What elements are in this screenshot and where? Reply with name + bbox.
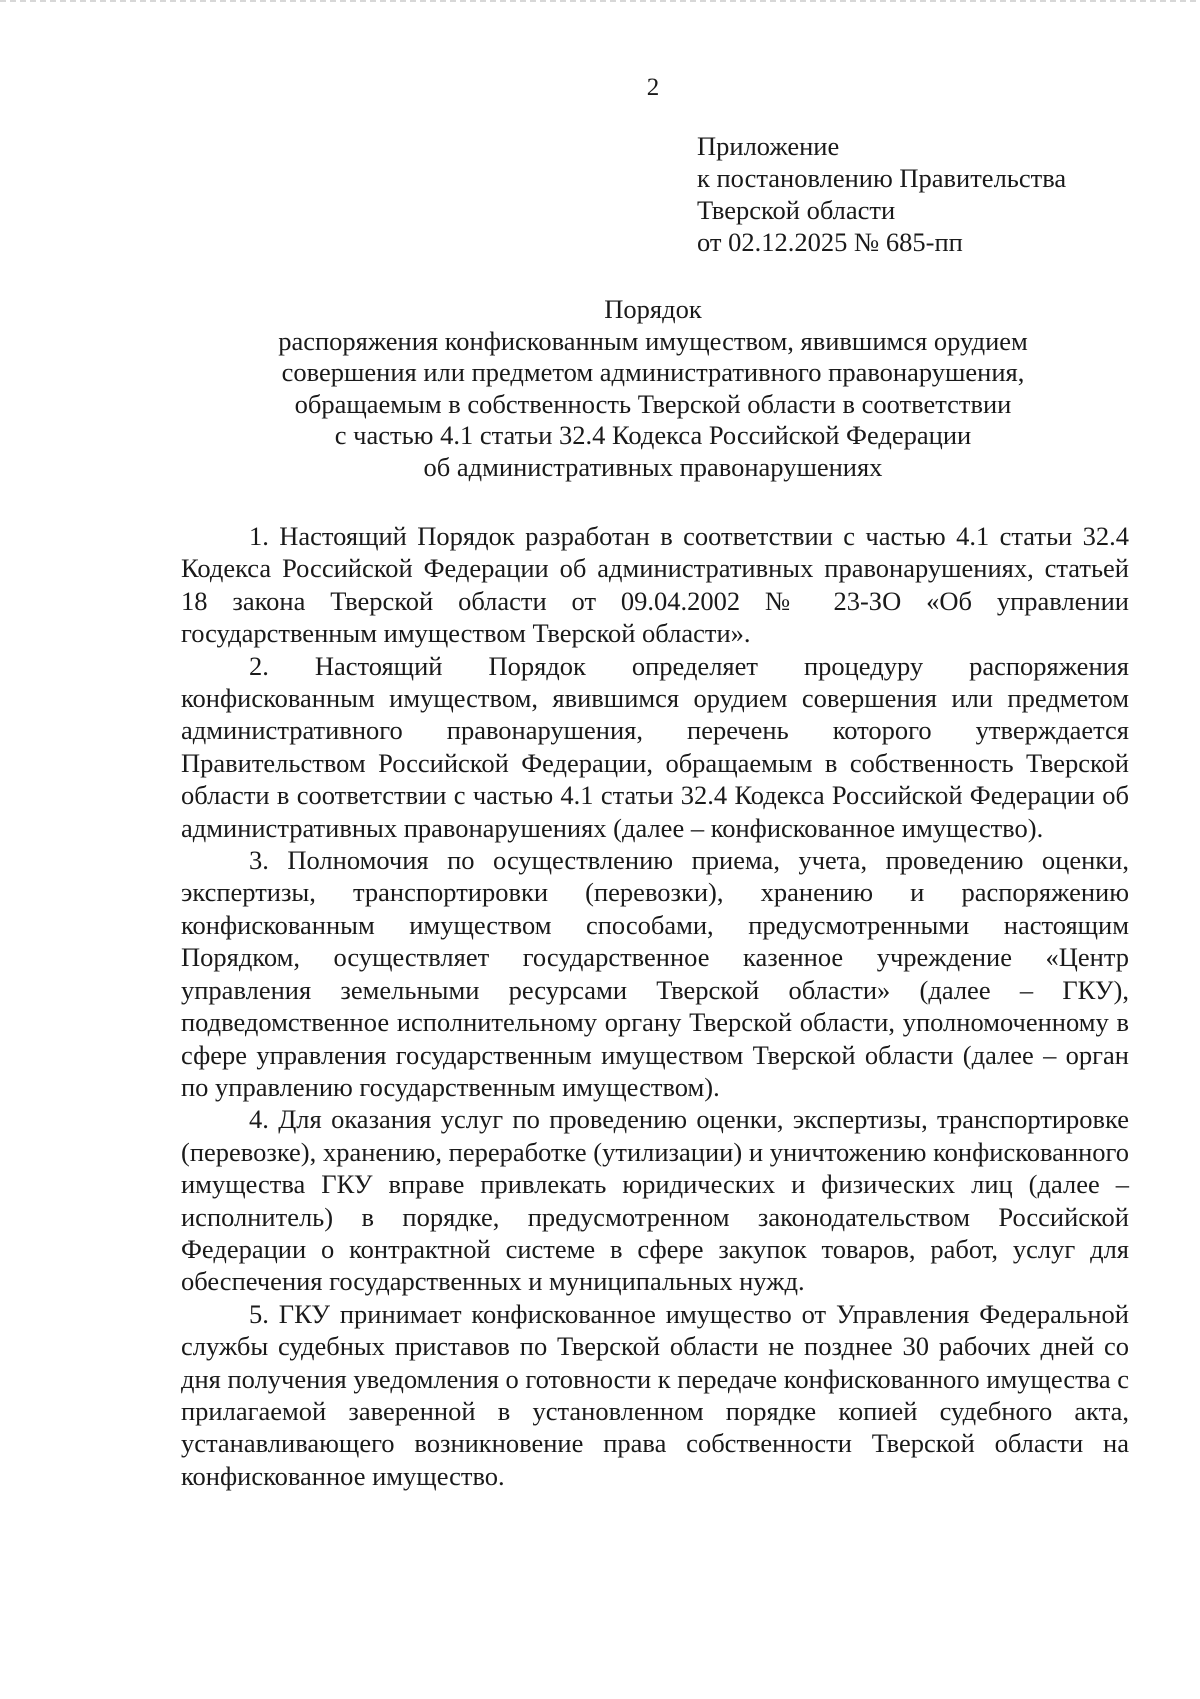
paragraph-3: 3. Полномочия по осуществлению приема, учета, проведению оценки, экспертизы, транспортировки (перевозки), хранению и распоряжению конфискованным имуществом способами, предусмотренными настоящим Порядком, осуществляет государственное казенное учреждение «Центр управления земельными ресурсами Тверской области» (далее – ГКУ), подведомственное исполнительному органу Тверской области, уполномоченному в сфере управления государственным имуществом Тверской области (далее – орган по управлению государственным имуществом).: [181, 845, 1129, 1102]
paragraph-2: 2. Настоящий Порядок определяет процедуру распоряжения конфискованным имуществом, явившимся орудием совершения или предметом административного правонарушения, перечень которого утверждается Правительством Российской Федерации, обращаемым в собственность Тверской области в соответствии с частью 4.1 статьи 32.4 Кодекса Российской Федерации об административных правонарушениях (далее – конфискованное имущество).: [181, 650, 1129, 843]
title-line: обращаемым в собственность Тверской области в соответствии: [294, 388, 1012, 419]
scan-edge-artifact: [0, 0, 1200, 2]
appendix-line: Тверской области: [697, 195, 896, 225]
title-line: совершения или предметом административного правонарушения,: [281, 357, 1025, 388]
title-heading: Порядок: [604, 294, 702, 324]
paragraph-1: 1. Настоящий Порядок разработан в соответствии с частью 4.1 статьи 32.4 Кодекса Российской Федерации об административных правонарушениях, статьей 18 закона Тверской области от 09.04.2002 № 23-ЗО «Об управлении государственным имуществом Тверской области».: [181, 521, 1129, 649]
document-body: [181, 520, 1129, 1492]
paragraph-4: 4. Для оказания услуг по проведению оценки, экспертизы, транспортировке (перевозке), хранению, переработке (утилизации) и уничтожению конфискованного имущества ГКУ вправе привлекать юридических и физических лиц (далее – исполнитель) в порядке, предусмотренном законодательством Российской Федерации о контрактной системе в сфере закупок товаров, работ, услуг для обеспечения государственных и муниципальных нужд.: [181, 1104, 1129, 1297]
document-title: [200, 294, 1106, 484]
appendix-block: [697, 130, 1066, 258]
title-line: об административных правонарушениях: [423, 451, 883, 482]
appendix-line: Приложение: [697, 131, 840, 161]
title-line: с частью 4.1 статьи 32.4 Кодекса Российской Федерации: [334, 420, 972, 451]
appendix-line: от 02.12.2025 № 685-пп: [697, 227, 963, 257]
paragraph-5: 5. ГКУ принимает конфискованное имущество от Управления Федеральной службы судебных приставов по Тверской области не позднее 30 рабочих дней со дня получения уведомления о готовности к передаче конфискованного имущества с прилагаемой заверенной в установленном порядке копией судебного акта, устанавливающего возникновение права собственности Тверской области на конфискованное имущество.: [181, 1298, 1129, 1491]
appendix-line: к постановлению Правительства: [697, 163, 1067, 193]
page-number: 2: [646, 74, 660, 101]
title-line: распоряжения конфискованным имуществом, явившимся орудием: [278, 325, 1028, 356]
